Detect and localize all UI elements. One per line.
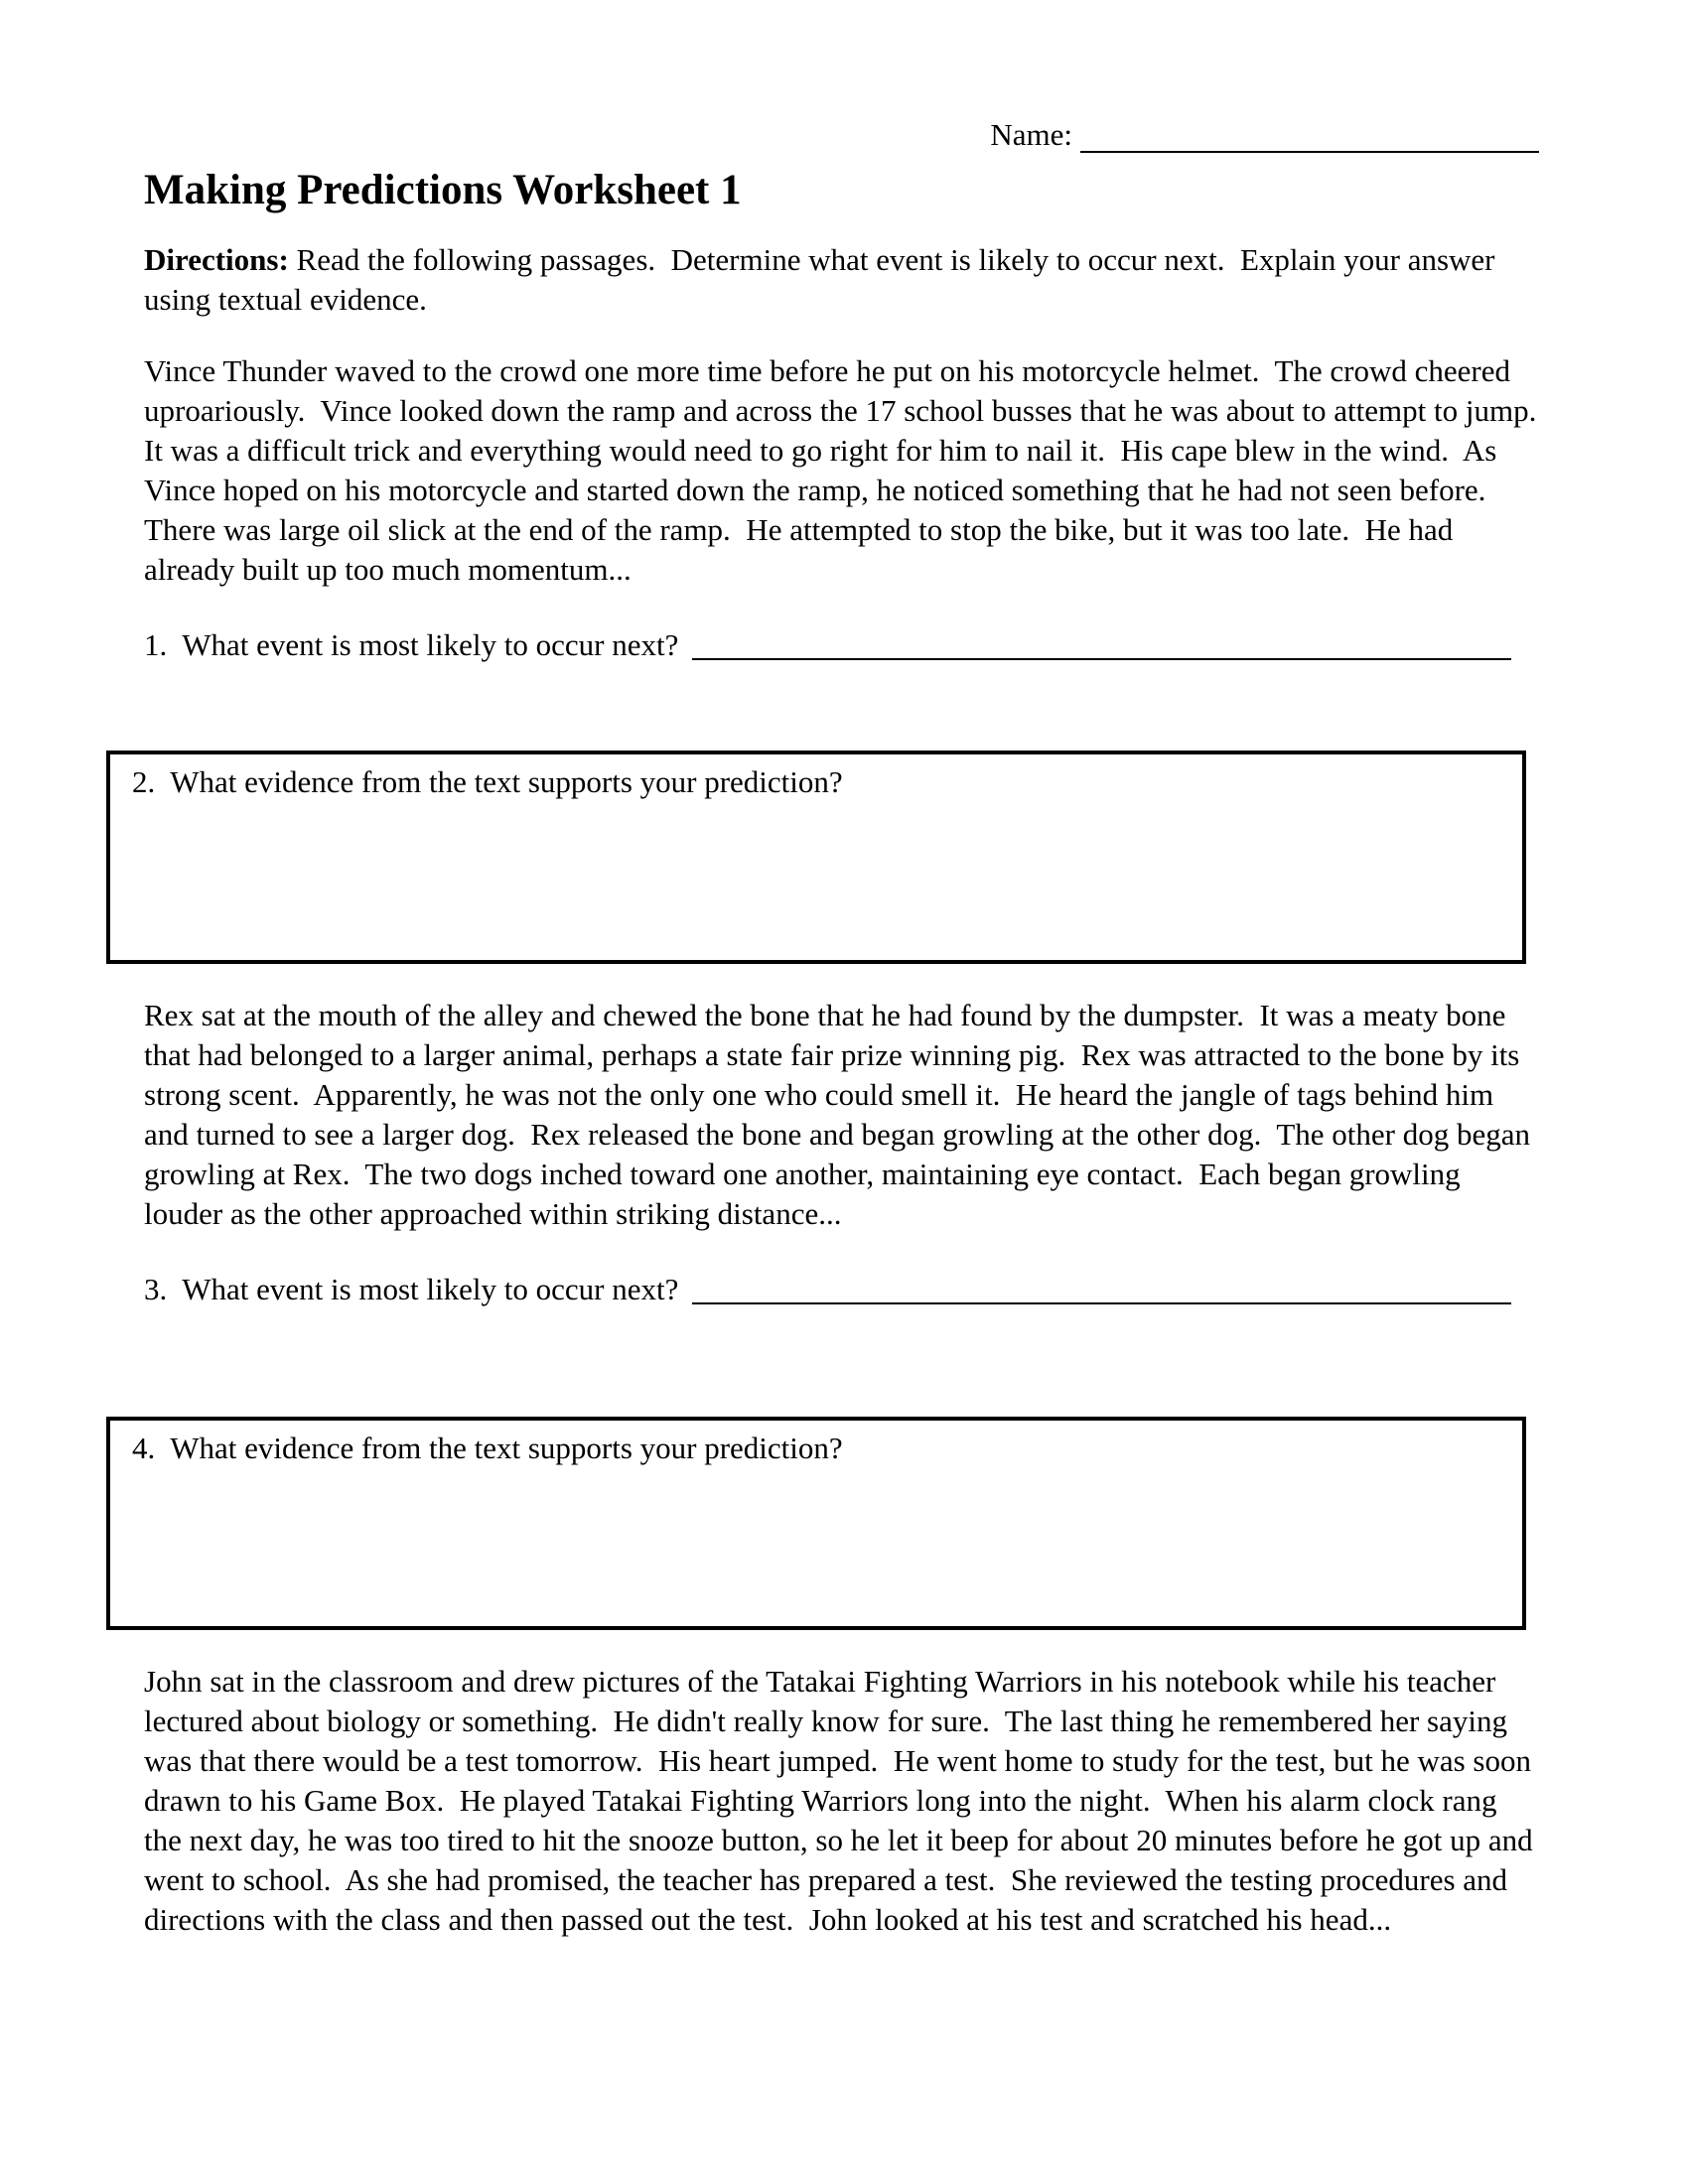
worksheet-content [132,0,1552,1940]
question-3-answer-line[interactable] [692,1302,1511,1304]
question-1-answer-line[interactable] [692,658,1511,660]
directions-text: Read the following passages. Determine what event is likely to occur next. Explain your answer using textual evidence. [144,242,1503,317]
question-2-answer-box[interactable] [106,751,1526,964]
directions [144,240,1539,320]
question-4-text: 4. What evidence from the text supports your prediction? [132,1431,843,1465]
question-3-row [144,1270,1511,1309]
passage-1: Vince Thunder waved to the crowd one more time before he put on his motorcycle helmet. The crowd cheered uproariously. Vince looked down the ramp and across the 17 school busses that he was about to attempt to jump. It was a difficult trick and everything would need to go right for him to nail it. His cape blew in the wind. As Vince hoped on his motorcycle and started down the ramp, he noticed something that he had not seen before. There was large oil slick at the end of the ramp. He attempted to stop the bike, but it was too late. He had already built up too much momentum... [144,353,1552,587]
question-4-answer-box[interactable] [106,1417,1526,1630]
page-title: Making Predictions Worksheet 1 [144,167,742,213]
passage-3: John sat in the classroom and drew pictures of the Tatakai Fighting Warriors in his notebook while his teacher lectured about biology or something. He didn't really know for sure. The last thing he remembered her saying was that there would be a test tomorrow. His heart jumped. He went home to study for the test, but he was soon drawn to his Game Box. He played Tatakai Fighting Warriors long into the night. When his alarm clock rang the next day, he was too tired to hit the snooze button, so he let it beep for about 20 minutes before he got up and went to school. As she had promised, the teacher has prepared a test. She reviewed the testing procedures and directions with the class and then passed out the test. John looked at his test and scratched his head... [144,1664,1541,1937]
question-3-text: 3. What event is most likely to occur next? [144,1272,679,1306]
name-blank-line[interactable] [1080,151,1539,153]
question-2-text: 2. What evidence from the text supports your prediction? [132,764,843,799]
question-1-row [144,625,1511,665]
directions-label: Directions: [144,242,289,277]
question-1-text: 1. What event is most likely to occur next? [144,627,679,662]
name-label: Name: [990,117,1072,152]
passage-2: Rex sat at the mouth of the alley and chewed the bone that he had found by the dumpster. It was a meaty bone that had belonged to a larger animal, perhaps a state fair prize winning pig. Rex was attracted to the bone by its strong scent. Apparently, he was not the only one who could smell it. He heard the jangle of tags behind him and turned to see a larger dog. Rex released the bone and began growling at the other dog. The other dog began growling at Rex. The two dogs inched toward one another, maintaining eye contact. Each began growling louder as the other approached within striking distance... [144,998,1538,1231]
name-row [144,115,1539,157]
